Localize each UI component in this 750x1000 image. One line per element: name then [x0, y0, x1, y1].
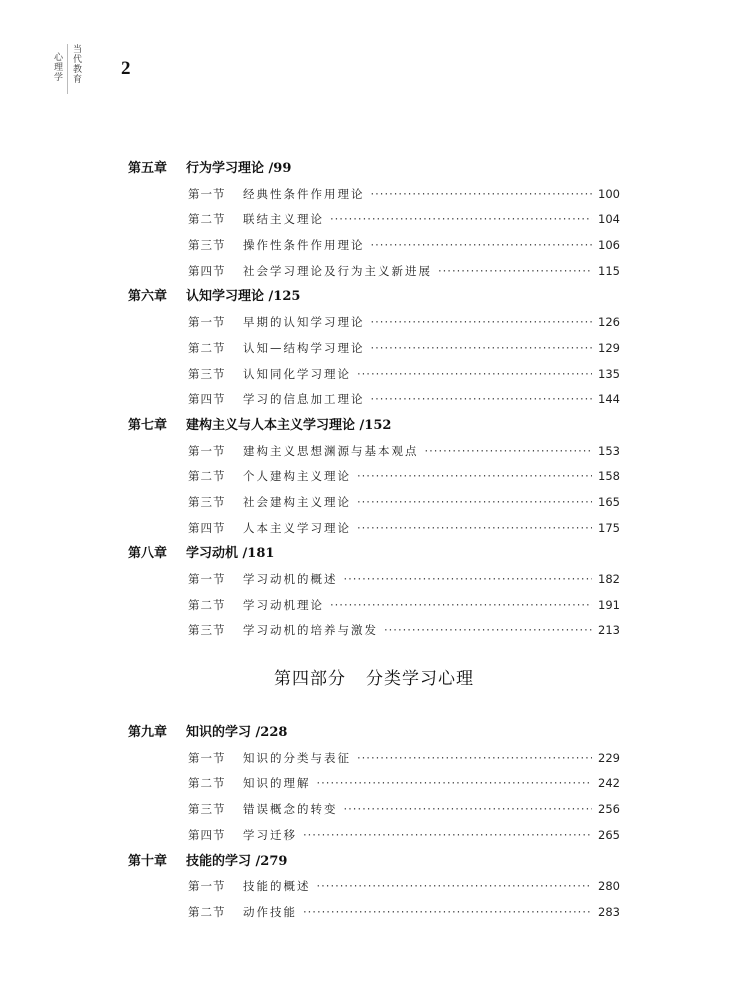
- leader-dots: [303, 823, 592, 849]
- section-title: 建构主义思想渊源与基本观点: [243, 443, 419, 458]
- section-page: 106: [598, 238, 620, 253]
- section-page: 191: [598, 597, 620, 612]
- section-title: 动作技能: [243, 904, 297, 919]
- toc-section: [128, 593, 620, 619]
- section-number: 第三节: [188, 238, 226, 253]
- toc-section: [128, 823, 620, 849]
- section-number: 第二节: [188, 776, 226, 791]
- toc-section: [128, 310, 620, 336]
- section-page: 115: [598, 263, 620, 278]
- toc-section: [128, 464, 620, 490]
- section-page: 129: [598, 340, 620, 355]
- chapter-title: 知识的学习 /228: [186, 725, 288, 741]
- chapter-title: 认知学习理论 /125: [186, 289, 301, 305]
- section-page: 256: [598, 802, 620, 817]
- leader-dots: [371, 336, 593, 362]
- leader-dots: [371, 387, 593, 413]
- section-number: 第二节: [188, 469, 226, 484]
- leader-dots: [357, 464, 592, 490]
- section-page: 158: [598, 469, 620, 484]
- header-divider: [67, 44, 68, 94]
- section-page: 135: [598, 366, 620, 381]
- section-title: 学习动机的概述: [243, 572, 338, 586]
- leader-dots: [357, 362, 592, 388]
- section-number: 第三节: [188, 802, 226, 817]
- leader-dots: [371, 233, 593, 259]
- toc-part-heading: [128, 644, 620, 720]
- leader-dots: [344, 797, 593, 823]
- section-page: 175: [598, 520, 620, 535]
- section-title: 操作性条件作用理论: [243, 238, 365, 253]
- toc-section: [128, 618, 620, 644]
- toc-chapter: [128, 720, 620, 746]
- leader-dots: [317, 874, 593, 900]
- section-page: 229: [598, 750, 620, 765]
- toc-section: [128, 439, 620, 465]
- toc-section: [128, 771, 620, 797]
- section-title: 早期的认知学习理论: [243, 315, 365, 330]
- toc-section: [128, 207, 620, 233]
- toc-chapter: [128, 413, 620, 439]
- toc-section: [128, 746, 620, 772]
- section-page: 182: [598, 572, 620, 586]
- book-title-col1: 心理学: [52, 52, 62, 82]
- section-page: 242: [598, 776, 620, 791]
- section-title: 知识的分类与表征: [243, 750, 351, 765]
- leader-dots: [303, 900, 592, 926]
- leader-dots: [357, 516, 592, 542]
- section-title: 社会学习理论及行为主义新进展: [243, 263, 432, 278]
- section-number: 第一节: [188, 315, 226, 330]
- toc-section: [128, 336, 620, 362]
- section-page: 165: [598, 494, 620, 509]
- leader-dots: [438, 259, 592, 285]
- toc-chapter: [128, 849, 620, 875]
- section-title: 学习迁移: [243, 827, 297, 842]
- section-title: 认知—结构学习理论: [243, 340, 365, 355]
- chapter-number: 第七章: [128, 417, 168, 433]
- part-title: 分类学习心理: [366, 669, 474, 690]
- section-page: 265: [598, 827, 620, 842]
- section-page: 153: [598, 443, 620, 458]
- leader-dots: [357, 746, 592, 772]
- section-page: 126: [598, 315, 620, 330]
- chapter-number: 第九章: [128, 725, 168, 741]
- section-title: 技能的概述: [243, 879, 311, 894]
- leader-dots: [344, 567, 593, 593]
- section-page: 144: [598, 392, 620, 407]
- section-page: 213: [598, 623, 620, 638]
- section-title: 错误概念的转变: [243, 802, 338, 817]
- chapter-title: 行为学习理论 /99: [186, 161, 292, 176]
- section-number: 第三节: [188, 366, 226, 381]
- chapter-title: 技能的学习 /279: [186, 853, 288, 869]
- leader-dots: [330, 593, 592, 619]
- section-number: 第二节: [188, 904, 226, 919]
- section-title: 社会建构主义理论: [243, 494, 351, 509]
- toc-section: [128, 874, 620, 900]
- table-of-contents: [128, 156, 620, 926]
- section-number: 第二节: [188, 340, 226, 355]
- section-title: 个人建构主义理论: [243, 469, 351, 484]
- section-page: 100: [598, 186, 620, 201]
- toc-section: [128, 900, 620, 926]
- toc-section: [128, 797, 620, 823]
- section-number: 第一节: [188, 443, 226, 458]
- section-title: 人本主义学习理论: [243, 520, 351, 535]
- section-number: 第一节: [188, 879, 226, 894]
- section-number: 第四节: [188, 827, 226, 842]
- section-number: 第一节: [188, 572, 226, 586]
- leader-dots: [371, 310, 593, 336]
- leader-dots: [384, 618, 592, 644]
- page-number: 2: [121, 58, 131, 79]
- toc-section: [128, 182, 620, 208]
- chapter-number: 第五章: [128, 161, 168, 176]
- chapter-title: 建构主义与人本主义学习理论 /152: [186, 417, 392, 433]
- toc-chapter: [128, 156, 620, 182]
- leader-dots: [371, 182, 593, 208]
- section-page: 280: [598, 879, 620, 894]
- section-number: 第二节: [188, 212, 226, 227]
- chapter-title: 学习动机 /181: [186, 546, 275, 562]
- toc-section: [128, 490, 620, 516]
- section-title: 经典性条件作用理论: [243, 186, 365, 201]
- toc-section: [128, 362, 620, 388]
- part-number: 第四部分: [274, 669, 346, 690]
- leader-dots: [425, 439, 593, 465]
- section-number: 第四节: [188, 520, 226, 535]
- section-number: 第三节: [188, 623, 226, 638]
- toc-section: [128, 233, 620, 259]
- book-title-col2: 当代教育: [71, 44, 81, 84]
- toc-section: [128, 387, 620, 413]
- chapter-number: 第十章: [128, 853, 168, 869]
- chapter-number: 第八章: [128, 546, 168, 562]
- section-title: 认知同化学习理论: [243, 366, 351, 381]
- section-title: 知识的理解: [243, 776, 311, 791]
- section-title: 学习动机的培养与激发: [243, 623, 378, 638]
- section-number: 第一节: [188, 750, 226, 765]
- chapter-number: 第六章: [128, 289, 168, 305]
- section-title: 学习的信息加工理论: [243, 392, 365, 407]
- section-title: 学习动机理论: [243, 597, 324, 612]
- toc-chapter: [128, 284, 620, 310]
- toc-section: [128, 567, 620, 593]
- section-number: 第一节: [188, 186, 226, 201]
- section-number: 第二节: [188, 597, 226, 612]
- toc-section: [128, 516, 620, 542]
- leader-dots: [330, 207, 592, 233]
- section-title: 联结主义理论: [243, 212, 324, 227]
- section-number: 第四节: [188, 263, 226, 278]
- section-page: 283: [598, 904, 620, 919]
- section-number: 第四节: [188, 392, 226, 407]
- leader-dots: [317, 771, 593, 797]
- toc-section: [128, 259, 620, 285]
- section-number: 第三节: [188, 494, 226, 509]
- toc-chapter: [128, 541, 620, 567]
- leader-dots: [357, 490, 592, 516]
- section-page: 104: [598, 212, 620, 227]
